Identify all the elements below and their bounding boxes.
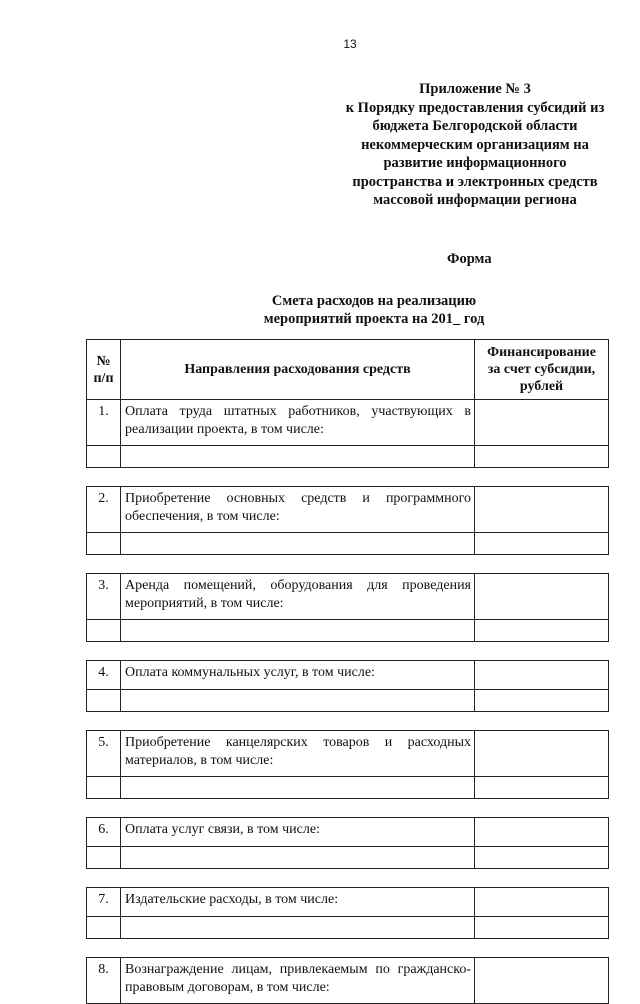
- appendix-line: пространства и электронных средств: [352, 173, 598, 190]
- row-number: 2.: [87, 487, 121, 533]
- table-gap-row: [87, 799, 609, 818]
- header-financing-line-2: за счет субсидии,: [487, 362, 596, 377]
- sub-row-direction-cell[interactable]: [121, 690, 475, 712]
- row-direction: Вознаграждение лицам, привлекаемым по гражданско-правовым договорам, в том числе:: [121, 958, 475, 1004]
- sub-row-direction-cell[interactable]: [121, 917, 475, 939]
- table-sub-row: [87, 777, 609, 799]
- appendix-line: к Порядку предоставления субсидий из: [345, 99, 605, 116]
- table-sub-row: [87, 446, 609, 468]
- form-label: Форма: [447, 251, 492, 267]
- row-financing-cell[interactable]: [475, 400, 609, 446]
- table-row: [87, 888, 609, 917]
- header-number-line-2: п/п: [93, 370, 114, 386]
- row-number: 4.: [87, 661, 121, 690]
- row-financing-cell[interactable]: [475, 574, 609, 620]
- sub-row-direction-cell[interactable]: [121, 620, 475, 642]
- table-row: [87, 487, 609, 533]
- appendix-line: некоммерческим организациям на: [361, 136, 589, 153]
- header-number-line-1: №: [96, 353, 111, 369]
- appendix-header: [300, 80, 640, 210]
- row-number: 3.: [87, 574, 121, 620]
- row-financing-cell[interactable]: [475, 888, 609, 917]
- row-direction: Оплата труда штатных работников, участвующих в реализации проекта, в том числе:: [121, 400, 475, 446]
- sub-row-financing-cell[interactable]: [475, 446, 609, 468]
- appendix-line: Приложение № 3: [419, 81, 531, 97]
- table-row: [87, 958, 609, 1004]
- appendix-line: массовой информации региона: [373, 192, 577, 208]
- row-direction: Аренда помещений, оборудования для проведения мероприятий, в том числе:: [121, 574, 475, 620]
- table-row: [87, 574, 609, 620]
- appendix-line: бюджета Белгородской области: [372, 118, 578, 134]
- sub-row-number-cell: [87, 446, 121, 468]
- sub-row-number-cell: [87, 847, 121, 869]
- header-number: [87, 340, 121, 400]
- table-gap-row: [87, 869, 609, 888]
- header-financing: [475, 340, 609, 400]
- table-gap-row: [87, 642, 609, 661]
- table-sub-row: [87, 533, 609, 555]
- sub-row-direction-cell[interactable]: [121, 847, 475, 869]
- sub-row-number-cell: [87, 533, 121, 555]
- table-sub-row: [87, 690, 609, 712]
- sub-row-financing-cell[interactable]: [475, 533, 609, 555]
- table-header-row: [87, 340, 609, 400]
- row-direction: Оплата услуг связи, в том числе:: [121, 818, 475, 847]
- sub-row-direction-cell[interactable]: [121, 777, 475, 799]
- estimate-title: [230, 292, 518, 328]
- sub-row-number-cell: [87, 777, 121, 799]
- row-number: 5.: [87, 731, 121, 777]
- row-direction: Приобретение канцелярских товаров и расходных материалов, в том числе:: [121, 731, 475, 777]
- row-financing-cell[interactable]: [475, 958, 609, 1004]
- table-sub-row: [87, 847, 609, 869]
- table-gap-row: [87, 555, 609, 574]
- table-row: [87, 731, 609, 777]
- table-row: [87, 818, 609, 847]
- sub-row-financing-cell[interactable]: [475, 847, 609, 869]
- sub-row-financing-cell[interactable]: [475, 690, 609, 712]
- row-direction: Приобретение основных средств и программного обеспечения, в том числе:: [121, 487, 475, 533]
- row-number: 8.: [87, 958, 121, 1004]
- table-gap-row: [87, 468, 609, 487]
- row-number: 7.: [87, 888, 121, 917]
- table-gap-row: [87, 939, 609, 958]
- sub-row-number-cell: [87, 690, 121, 712]
- sub-row-direction-cell[interactable]: [121, 446, 475, 468]
- sub-row-financing-cell[interactable]: [475, 917, 609, 939]
- table-sub-row: [87, 917, 609, 939]
- header-direction: Направления расходования средств: [121, 340, 475, 400]
- header-financing-line-1: Финансирование: [487, 345, 596, 360]
- row-number: 6.: [87, 818, 121, 847]
- sub-row-financing-cell[interactable]: [475, 777, 609, 799]
- table-gap-row: [87, 712, 609, 731]
- sub-row-number-cell: [87, 917, 121, 939]
- title-line-1: Смета расходов на реализацию: [271, 293, 477, 309]
- table-sub-row: [87, 620, 609, 642]
- title-line-2: мероприятий проекта на 201_ год: [263, 311, 485, 327]
- header-financing-line-3: рублей: [519, 379, 564, 394]
- table-row: [87, 400, 609, 446]
- page-number: 13: [343, 37, 357, 51]
- row-financing-cell[interactable]: [475, 487, 609, 533]
- row-financing-cell[interactable]: [475, 731, 609, 777]
- table-row: [87, 661, 609, 690]
- sub-row-number-cell: [87, 620, 121, 642]
- row-number: 1.: [87, 400, 121, 446]
- row-direction: Оплата коммунальных услуг, в том числе:: [121, 661, 475, 690]
- estimate-table: [86, 339, 609, 1004]
- row-financing-cell[interactable]: [475, 818, 609, 847]
- sub-row-financing-cell[interactable]: [475, 620, 609, 642]
- sub-row-direction-cell[interactable]: [121, 533, 475, 555]
- row-direction: Издательские расходы, в том числе:: [121, 888, 475, 917]
- row-financing-cell[interactable]: [475, 661, 609, 690]
- appendix-line: развитие информационного: [383, 155, 567, 171]
